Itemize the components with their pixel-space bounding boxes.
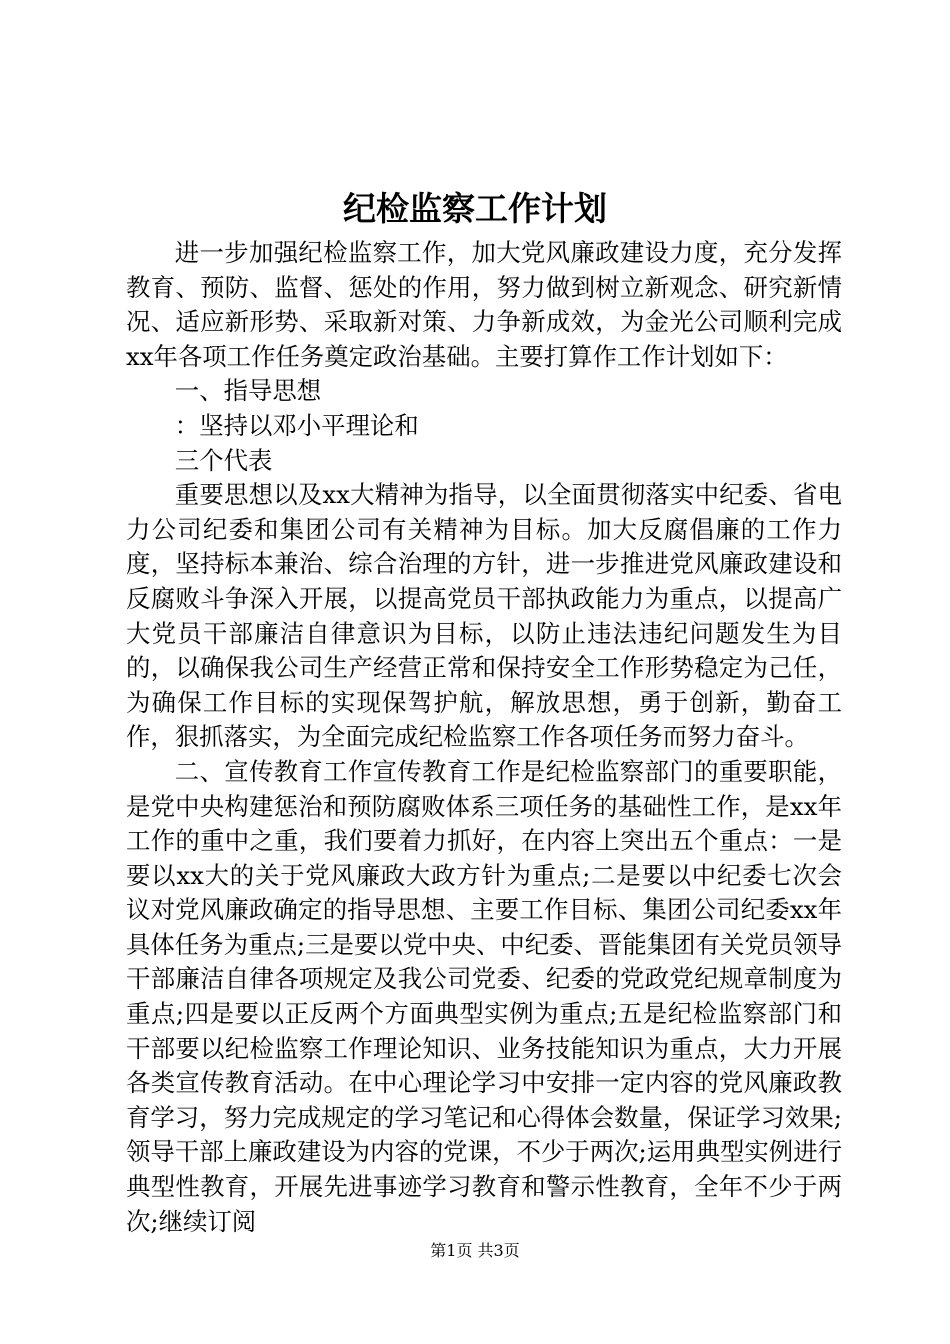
paragraph-adhere: ：坚持以邓小平理论和 xyxy=(174,410,419,440)
section-heading-guiding-ideology: 一、指导思想 xyxy=(174,376,322,406)
paragraph-three-represents: 三个代表 xyxy=(174,445,273,475)
paragraph-publicity-education: 二、宣传教育工作宣传教育工作是纪检监察部门的重要职能，是党中央构建惩治和预防腐败体系三项任务的基础性工作，是xx年工作的重中之重，我们要着力抓好，在内容上突出五个重点：一是要以xx大的关于党风廉政大政方针为重点;二是要以中纪委七次会议对党风廉政确定的指导思想、主要工作目标、集团公司纪委xx年具体任务为重点;三是要以党中央、中纪委、晋能集团有关党员领导干部廉洁自律各项规定及我公司党委、纪委的党政党纪规章制度为重点;四是要以正反两个方面典型实例为重点;五是纪检监察部门和干部要以纪检监察工作理论知识、业务技能知识为重点，大力开展各类宣传教育活动。在中心理论学习中安排一定内容的党风廉政教育学习，努力完成规定的学习笔记和心得体会数量，保证学习效果;领导干部上廉政建设为内容的党课，不少于两次;运用典型实例进行典型性教育，开展先进事迹学习教育和警示性教育，全年不少于两次;继续订阅 xyxy=(126,756,842,1236)
document-body xyxy=(126,236,842,1239)
document-title: 纪检监察工作计划 xyxy=(343,189,607,228)
paragraph-intro: 进一步加强纪检监察工作，加大党风廉政建设力度，充分发挥教育、预防、监督、惩处的作用，努力做到树立新观念、研究新情况、适应新形势、采取新对策、力争新成效，为金光公司顺利完成xx年各项工作任务奠定政治基础。主要打算作工作计划如下： xyxy=(126,238,842,371)
page-number-footer: 第1页 共3页 xyxy=(430,1241,520,1260)
paragraph-guiding-details: 重要思想以及xx大精神为指导，以全面贯彻落实中纪委、省电力公司纪委和集团公司有关精神为目标。加大反腐倡廉的工作力度，坚持标本兼治、综合治理的方针，进一步推进党风廉政建设和反腐败斗争深入开展，以提高党员干部执政能力为重点，以提高广大党员干部廉洁自律意识为目标，以防止违法违纪问题发生为目的，以确保我公司生产经营正常和保持安全工作形势稳定为己任，为确保工作目标的实现保驾护航，解放思想，勇于创新，勤奋工作，狠抓落实，为全面完成纪检监察工作各项任务而努力奋斗。 xyxy=(126,480,842,752)
